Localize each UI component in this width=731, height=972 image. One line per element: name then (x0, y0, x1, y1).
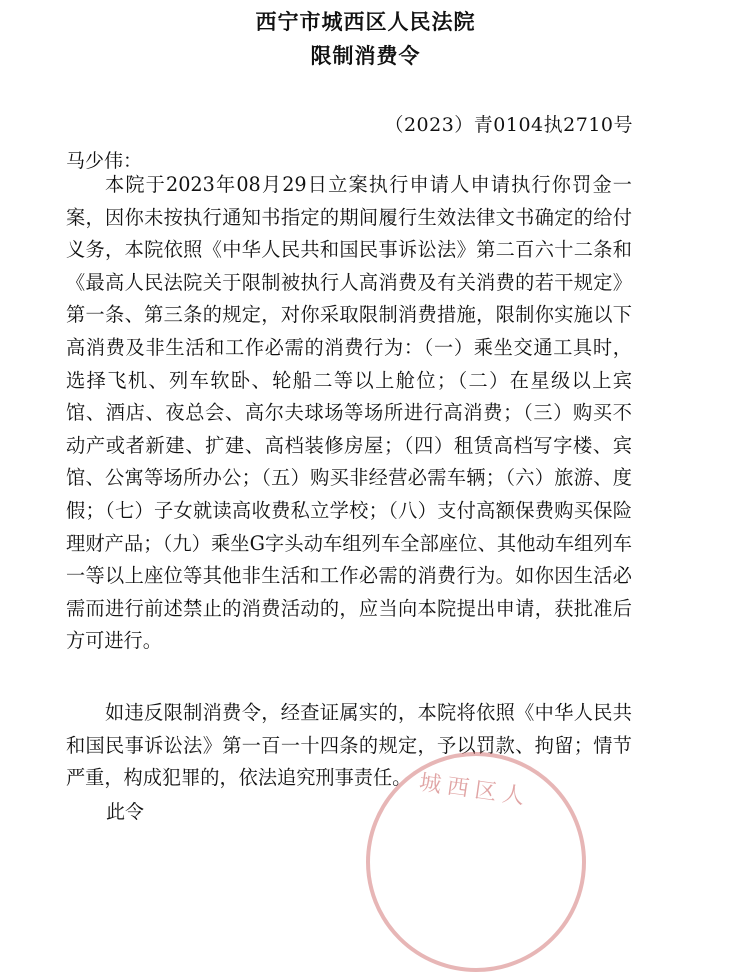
addressee: 马少伟： (66, 150, 143, 172)
closing-line: 此令 (106, 801, 145, 823)
document-title: 限制消费令 (310, 44, 421, 68)
body-paragraph-2: 如违反限制消费令，经查证属实的，本院将依照《中华人民共和国民事诉讼法》第一百一十四条的规定，予以罚款、拘留；情节严重，构成犯罪的，依法追究刑事责任。 (66, 701, 632, 790)
body-paragraph-1: 本院于2023年08月29日立案执行申请人申请执行你罚金一案，因你未按执行通知书指定的期间履行生效法律文书确定的给付义务，本院依照《中华人民共和国民事诉讼法》第二百六十二条和《最高人民法院关于限制被执行人高消费及有关消费的若干规定》第一条、第三条的规定，对你采取限制消费措施，限制你实施以下高消费及非生活和工作必需的消费行为：（一）乘坐交通工具时，选择飞机、列车软卧、轮船二等以上舱位；（二）在星级以上宾馆、酒店、夜总会、高尔夫球场等场所进行高消费；（三）购买不动产或者新建、扩建、高档装修房屋；（四）租赁高档写字楼、宾馆、公寓等场所办公；（五）购买非经营必需车辆；（六）旅游、度假；（七）子女就读高收费私立学校；（八）支付高额保费购买保险理财产品；（九）乘坐G字头动车组列车全部座位、其他动车组列车一等以上座位等其他非生活和工作必需的消费行为。如你因生活必需而进行前述禁止的消费活动的，应当向本院提出申请，获批准后方可进行。 (66, 173, 632, 653)
court-name: 西宁市城西区人民法院 (255, 10, 476, 34)
court-seal-text: 城西区人 (417, 770, 532, 811)
case-number: （2023）青0104执2710号 (384, 114, 633, 136)
